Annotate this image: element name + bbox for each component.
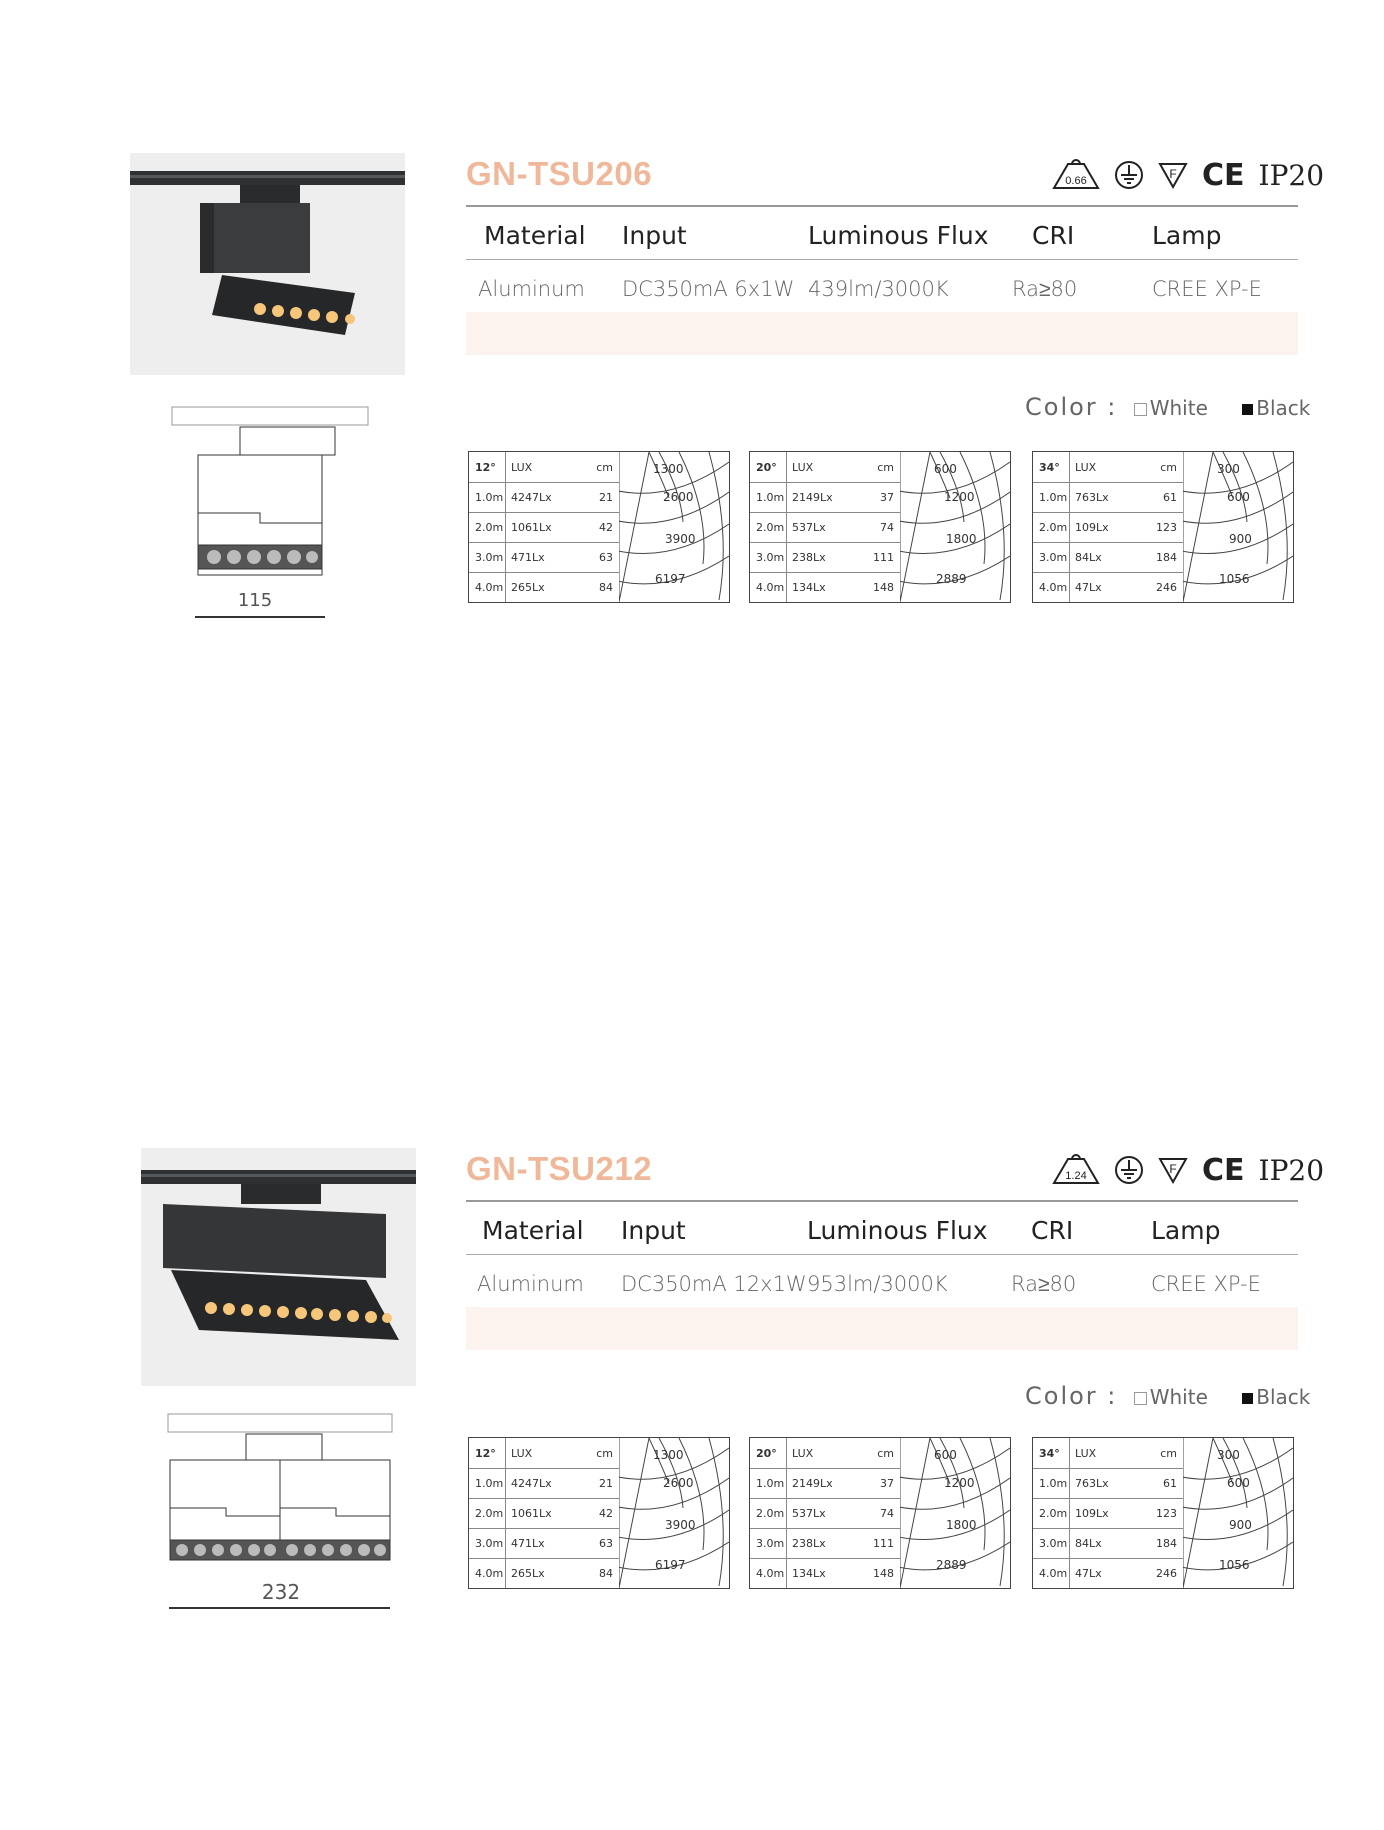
illuminance: 2149Lx bbox=[792, 1477, 833, 1490]
table-row bbox=[750, 572, 900, 602]
beam-header-row bbox=[469, 452, 619, 483]
spec-band bbox=[466, 1307, 1298, 1350]
spot-diameter: 61 bbox=[1163, 1477, 1177, 1490]
table-row bbox=[750, 1558, 900, 1588]
distance: 1.0m bbox=[475, 491, 504, 504]
distance: 4.0m bbox=[756, 581, 785, 594]
beam-table bbox=[1033, 452, 1183, 602]
spec-band bbox=[466, 312, 1298, 355]
table-row bbox=[469, 512, 619, 543]
dimension-label: 232 bbox=[261, 1580, 301, 1604]
white-swatch-icon bbox=[1134, 403, 1147, 416]
header-cri: CRI bbox=[1031, 1216, 1074, 1245]
value-lamp: CREE XP-E bbox=[1152, 277, 1262, 301]
illuminance: 238Lx bbox=[792, 1537, 826, 1550]
certifications bbox=[1052, 155, 1324, 195]
beam-diameter-label: 300 bbox=[1217, 1448, 1240, 1462]
beam-header-row bbox=[1033, 452, 1183, 483]
beam-table bbox=[1033, 1438, 1183, 1588]
beam-diameter-label: 900 bbox=[1229, 1518, 1252, 1532]
distance: 4.0m bbox=[475, 1567, 504, 1580]
value-cri: Ra≥80 bbox=[1011, 1272, 1077, 1296]
f-mark-icon bbox=[1158, 1156, 1188, 1184]
ce-mark: CE bbox=[1202, 1152, 1245, 1188]
ip-rating: IP20 bbox=[1258, 1153, 1325, 1187]
illuminance: 1061Lx bbox=[511, 521, 552, 534]
beam-diameter-label: 2600 bbox=[663, 1476, 694, 1490]
distance: 4.0m bbox=[475, 581, 504, 594]
spot-diameter: 61 bbox=[1163, 491, 1177, 504]
illuminance: 84Lx bbox=[1075, 1537, 1102, 1550]
beam-diameter-label: 600 bbox=[934, 1448, 957, 1462]
weight-value: 0.66 bbox=[1065, 175, 1087, 187]
table-row bbox=[469, 1498, 619, 1529]
illuminance: 47Lx bbox=[1075, 581, 1102, 594]
beam-chart bbox=[749, 1437, 1011, 1589]
beam-diameter-label: 2889 bbox=[936, 1558, 967, 1572]
spot-diameter: 74 bbox=[880, 521, 894, 534]
beam-angle: 12° bbox=[475, 1447, 496, 1460]
beam-chart bbox=[1032, 1437, 1294, 1589]
beam-diameter-label: 6197 bbox=[655, 1558, 686, 1572]
illuminance: 47Lx bbox=[1075, 1567, 1102, 1580]
table-row bbox=[750, 542, 900, 573]
weight-icon bbox=[1052, 1153, 1100, 1187]
beam-diameter-label: 1300 bbox=[653, 462, 684, 476]
beam-chart bbox=[468, 1437, 730, 1589]
table-row bbox=[750, 1468, 900, 1499]
value-cri: Ra≥80 bbox=[1012, 277, 1078, 301]
beam-angle: 20° bbox=[756, 461, 777, 474]
illuminance: 134Lx bbox=[792, 581, 826, 594]
distance: 2.0m bbox=[475, 1507, 504, 1520]
distance: 3.0m bbox=[1039, 551, 1068, 564]
spot-diameter: 148 bbox=[873, 581, 894, 594]
value-flux: 953lm/3000K bbox=[807, 1272, 948, 1296]
table-row bbox=[1033, 512, 1183, 543]
spot-diameter: 148 bbox=[873, 1567, 894, 1580]
distance: 1.0m bbox=[1039, 1477, 1068, 1490]
color-white: White bbox=[1149, 1385, 1208, 1409]
lux-header: LUX bbox=[1075, 1447, 1097, 1460]
distance: 4.0m bbox=[1039, 1567, 1068, 1580]
illuminance: 1061Lx bbox=[511, 1507, 552, 1520]
beam-header-row bbox=[1033, 1438, 1183, 1469]
unit-header: cm bbox=[877, 461, 894, 474]
beam-angle: 20° bbox=[756, 1447, 777, 1460]
track-light-image bbox=[130, 153, 405, 375]
color-white: White bbox=[1149, 396, 1208, 420]
table-row bbox=[469, 1558, 619, 1588]
header-flux: Luminous Flux bbox=[807, 1216, 988, 1245]
beam-diameter-label: 1300 bbox=[653, 1448, 684, 1462]
beam-chart bbox=[749, 451, 1011, 603]
spot-diameter: 63 bbox=[599, 551, 613, 564]
distance: 4.0m bbox=[756, 1567, 785, 1580]
distance: 2.0m bbox=[1039, 521, 1068, 534]
distance: 2.0m bbox=[756, 1507, 785, 1520]
spot-diameter: 21 bbox=[599, 1477, 613, 1490]
distance: 1.0m bbox=[1039, 491, 1068, 504]
spot-diameter: 123 bbox=[1156, 1507, 1177, 1520]
illuminance: 2149Lx bbox=[792, 491, 833, 504]
lux-header: LUX bbox=[1075, 461, 1097, 474]
header-cri: CRI bbox=[1032, 221, 1075, 250]
table-row bbox=[1033, 572, 1183, 602]
spot-diameter: 84 bbox=[599, 581, 613, 594]
illuminance: 537Lx bbox=[792, 1507, 826, 1520]
table-row bbox=[469, 1528, 619, 1559]
spot-diameter: 37 bbox=[880, 1477, 894, 1490]
beam-diameter-label: 600 bbox=[934, 462, 957, 476]
value-input: DC350mA 6x1W bbox=[622, 277, 795, 301]
line-drawing bbox=[170, 405, 370, 620]
header-input: Input bbox=[621, 1216, 686, 1245]
spot-diameter: 74 bbox=[880, 1507, 894, 1520]
lux-header: LUX bbox=[511, 461, 533, 474]
table-row bbox=[1033, 1468, 1183, 1499]
distance: 1.0m bbox=[756, 1477, 785, 1490]
spot-diameter: 37 bbox=[880, 491, 894, 504]
beam-angle: 34° bbox=[1039, 461, 1060, 474]
beam-diameter-label: 600 bbox=[1227, 490, 1250, 504]
ground-icon bbox=[1114, 1155, 1144, 1185]
table-row bbox=[469, 542, 619, 573]
illuminance: 238Lx bbox=[792, 551, 826, 564]
distance: 3.0m bbox=[475, 551, 504, 564]
unit-header: cm bbox=[1160, 461, 1177, 474]
illuminance: 109Lx bbox=[1075, 521, 1109, 534]
beam-header-row bbox=[750, 1438, 900, 1469]
illuminance: 4247Lx bbox=[511, 491, 552, 504]
spot-diameter: 184 bbox=[1156, 1537, 1177, 1550]
header-rule bbox=[466, 205, 1298, 207]
weight-icon bbox=[1052, 158, 1100, 192]
distance: 2.0m bbox=[1039, 1507, 1068, 1520]
lux-header: LUX bbox=[511, 1447, 533, 1460]
black-swatch-icon bbox=[1242, 1393, 1253, 1404]
color-label: Color : bbox=[1025, 393, 1118, 421]
illuminance: 471Lx bbox=[511, 551, 545, 564]
value-material: Aluminum bbox=[477, 1272, 584, 1296]
spot-diameter: 184 bbox=[1156, 551, 1177, 564]
spot-diameter: 42 bbox=[599, 521, 613, 534]
header-input: Input bbox=[622, 221, 687, 250]
beam-diameter-label: 3900 bbox=[665, 1518, 696, 1532]
spot-diameter: 111 bbox=[873, 1537, 894, 1550]
header-material: Material bbox=[484, 221, 586, 250]
spec-rule bbox=[466, 259, 1298, 260]
table-row bbox=[1033, 1498, 1183, 1529]
ground-icon bbox=[1114, 160, 1144, 190]
distance: 3.0m bbox=[756, 551, 785, 564]
unit-header: cm bbox=[596, 1447, 613, 1460]
beam-diameter-label: 2600 bbox=[663, 490, 694, 504]
beam-diameter-label: 600 bbox=[1227, 1476, 1250, 1490]
table-row bbox=[750, 1528, 900, 1559]
svg-text:F: F bbox=[1169, 167, 1177, 181]
color-options bbox=[1025, 1382, 1310, 1410]
table-row bbox=[1033, 1528, 1183, 1559]
distance: 1.0m bbox=[475, 1477, 504, 1490]
distance: 3.0m bbox=[1039, 1537, 1068, 1550]
beam-angle: 12° bbox=[475, 461, 496, 474]
illuminance: 471Lx bbox=[511, 1537, 545, 1550]
white-swatch-icon bbox=[1134, 1392, 1147, 1405]
value-lamp: CREE XP-E bbox=[1151, 1272, 1261, 1296]
illuminance: 134Lx bbox=[792, 1567, 826, 1580]
black-swatch-icon bbox=[1242, 404, 1253, 415]
table-row bbox=[469, 1468, 619, 1499]
spot-diameter: 246 bbox=[1156, 1567, 1177, 1580]
lux-header: LUX bbox=[792, 1447, 814, 1460]
model-title: GN-TSU212 bbox=[466, 1150, 653, 1187]
beam-diameter-label: 1056 bbox=[1219, 1558, 1250, 1572]
header-lamp: Lamp bbox=[1152, 221, 1222, 250]
illuminance: 763Lx bbox=[1075, 491, 1109, 504]
distance: 3.0m bbox=[475, 1537, 504, 1550]
beam-table bbox=[469, 452, 619, 602]
header-lamp: Lamp bbox=[1151, 1216, 1221, 1245]
illuminance: 265Lx bbox=[511, 1567, 545, 1580]
beam-chart bbox=[468, 451, 730, 603]
color-black: Black bbox=[1256, 1385, 1311, 1409]
table-row bbox=[469, 572, 619, 602]
beam-header-row bbox=[469, 1438, 619, 1469]
distance: 3.0m bbox=[756, 1537, 785, 1550]
color-black: Black bbox=[1256, 396, 1311, 420]
ce-mark: CE bbox=[1202, 157, 1245, 193]
f-mark-icon bbox=[1158, 161, 1188, 189]
color-options bbox=[1025, 393, 1310, 421]
illuminance: 109Lx bbox=[1075, 1507, 1109, 1520]
distance: 4.0m bbox=[1039, 581, 1068, 594]
beam-table bbox=[750, 452, 900, 602]
table-row bbox=[750, 1498, 900, 1529]
product-section bbox=[0, 1130, 1384, 1830]
header-material: Material bbox=[482, 1216, 584, 1245]
illuminance: 4247Lx bbox=[511, 1477, 552, 1490]
beam-table bbox=[469, 1438, 619, 1588]
value-material: Aluminum bbox=[478, 277, 585, 301]
beam-table bbox=[750, 1438, 900, 1588]
unit-header: cm bbox=[877, 1447, 894, 1460]
beam-diameter-label: 1800 bbox=[946, 532, 977, 546]
beam-chart bbox=[1032, 451, 1294, 603]
table-row bbox=[750, 512, 900, 543]
beam-diameter-label: 2889 bbox=[936, 572, 967, 586]
illuminance: 265Lx bbox=[511, 581, 545, 594]
beam-diameter-label: 1056 bbox=[1219, 572, 1250, 586]
beam-diameter-label: 3900 bbox=[665, 532, 696, 546]
table-row bbox=[1033, 482, 1183, 513]
table-row bbox=[469, 482, 619, 513]
spot-diameter: 111 bbox=[873, 551, 894, 564]
beam-diameter-label: 1200 bbox=[944, 1476, 975, 1490]
illuminance: 84Lx bbox=[1075, 551, 1102, 564]
model-title: GN-TSU206 bbox=[466, 155, 653, 192]
beam-angle: 34° bbox=[1039, 1447, 1060, 1460]
track-light-image bbox=[141, 1148, 416, 1386]
header-rule bbox=[466, 1200, 1298, 1202]
spot-diameter: 84 bbox=[599, 1567, 613, 1580]
svg-text:F: F bbox=[1169, 1162, 1177, 1176]
dimension-drawing bbox=[170, 405, 370, 624]
beam-diameter-label: 300 bbox=[1217, 462, 1240, 476]
illuminance: 537Lx bbox=[792, 521, 826, 534]
ip-rating: IP20 bbox=[1258, 158, 1325, 192]
certifications bbox=[1052, 1150, 1324, 1190]
beam-diameter-label: 1800 bbox=[946, 1518, 977, 1532]
weight-value: 1.24 bbox=[1065, 1170, 1087, 1182]
dimension-label: 115 bbox=[237, 590, 273, 611]
table-row bbox=[1033, 542, 1183, 573]
table-row bbox=[750, 482, 900, 513]
spot-diameter: 246 bbox=[1156, 581, 1177, 594]
unit-header: cm bbox=[1160, 1447, 1177, 1460]
header-flux: Luminous Flux bbox=[808, 221, 989, 250]
value-input: DC350mA 12x1W bbox=[621, 1272, 807, 1296]
illuminance: 763Lx bbox=[1075, 1477, 1109, 1490]
spec-rule bbox=[466, 1254, 1298, 1255]
distance: 1.0m bbox=[756, 491, 785, 504]
spot-diameter: 21 bbox=[599, 491, 613, 504]
distance: 2.0m bbox=[756, 521, 785, 534]
product-section bbox=[0, 135, 1384, 835]
beam-diameter-label: 1200 bbox=[944, 490, 975, 504]
table-row bbox=[1033, 1558, 1183, 1588]
distance: 2.0m bbox=[475, 521, 504, 534]
spot-diameter: 42 bbox=[599, 1507, 613, 1520]
color-label: Color : bbox=[1025, 1382, 1118, 1410]
beam-diameter-label: 900 bbox=[1229, 532, 1252, 546]
unit-header: cm bbox=[596, 461, 613, 474]
beam-header-row bbox=[750, 452, 900, 483]
spot-diameter: 123 bbox=[1156, 521, 1177, 534]
lux-header: LUX bbox=[792, 461, 814, 474]
beam-diameter-label: 6197 bbox=[655, 572, 686, 586]
dimension-drawing bbox=[166, 1412, 396, 1631]
value-flux: 439lm/3000K bbox=[808, 277, 949, 301]
spot-diameter: 63 bbox=[599, 1537, 613, 1550]
product-photo bbox=[141, 1148, 416, 1386]
product-photo bbox=[130, 153, 405, 375]
